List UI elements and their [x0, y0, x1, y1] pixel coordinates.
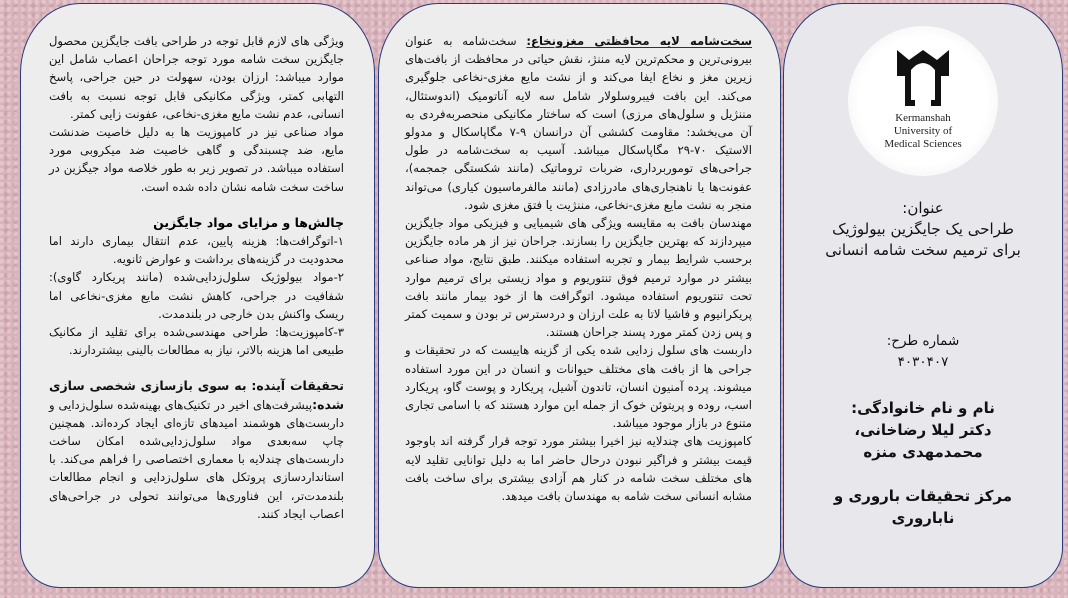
decellularized-paragraph: داربست های سلول زدایی شده یکی از گزینه هاییست که در تحقیقات و جراحی ها از بافت های مختلف حیوانات و انسان در این مورد استفاده میشوند. پرده آمنیون انسان، تاندون آشیل، پریکارد و پوست گاو، پریکارد اسب، روده و پریتوئن خوک از جمله این موارد هستند که با اسامی تجاری متنوع در بازار موجود میباشد.: [405, 343, 752, 431]
title-line: طراحی یک جایگزین بیولوژیک: [832, 220, 1014, 238]
middle-panel: [378, 3, 781, 588]
left-panel: [20, 3, 375, 588]
composites-paragraph: کامپوزیت های چندلایه نیز اخیرا بیشتر مورد توجه قرار گرفته اند باوجود قیمت بیشتر و فراگیر نبودن درحال حاضر اما به دلیل توانایی تقلید لایه های مختلف سخت شامه در کنار هم آزادی بیشتری برای ساخت بافت مشابه انسانی سخت شامه به مهندسان بافت میدهد.: [405, 434, 752, 504]
project-number-label: شماره طرح:: [886, 333, 960, 349]
university-logo: [848, 26, 998, 176]
project-number: ۴۰۳۰۴۰۷: [897, 354, 949, 370]
dura-paragraph: سخت‌شامه به عنوان بیرونی‌ترین و محکم‌ترین لایه مننژ، نقش حیاتی در محافظت از بافت‌های زیرین مغز و نخاع ایفا می‌کند و از نشت مایع مغزی-نخاعی جلوگیری می‌کند. این بافت فیبروسلولار شامل سه لایه آناتومیک (اندوستئال، مننژیل و سلول‌های مرزی) است که ساختار مکانیکی منحصربه‌فردی به آن می‌بخشد: مقاومت کششی آن درانسان ۹-۷ مگاپاسکال و مدولو الاستیک ۷۰-۲۹ مگاپاسکال میباشد. آسیب به سخت‌شامه در طول جراحی‌های توموربرداری، ضربات تروماتیک (مانند شکستگی جمجمه)، عفونت‌ها یا ناهنجاری‌های مادرزادی (مانند مالفرماسیون کیاری) می‌تواند منجر به نشت مایع مغزی-نخاعی، مننژیت یا فتق مغزی شود.: [405, 34, 752, 212]
author-name: دکتر لیلا رضاخانی،: [854, 421, 992, 439]
names-label: نام و نام خانوادگی:: [851, 399, 995, 417]
author-name: محمدمهدی منزه: [863, 443, 983, 461]
cover-panel: [783, 3, 1063, 588]
logo-text: Kermanshah University of Medical Sciences: [884, 112, 962, 150]
title-label: عنوان:: [902, 199, 944, 217]
future-text: پیشرفت‌های اخیر در تکنیک‌های بهینه‌شده سلول‌زدایی و داربست‌های هوشمند امیدهای تازه‌ای ایجاد کرده‌اند. همچنین چاپ سه‌بعدی مواد سلول‌زدایی‌شده امکان ساخت داربست‌های چندلایه با معماری اختصاصی را فراهم می‌کند. با استانداردسازی پروتکل های سلول‌زدایی و انجام مطالعات بلندمدت‌تر، این فناوری‌ها می‌توانند تحولی در جراحی‌های اعصاب ایجاد کنند.: [49, 397, 344, 521]
university-emblem-icon: [893, 46, 953, 108]
requirements-paragraph: ویژگی های لازم قابل توجه در طراحی بافت جایگزین محصول جایگزین سخت شامه مورد توجه جراحان اعصاب شامل این موارد میباشد: ارزان بودن، سهولت در حین جراحی، پاسخ التهابی کمتر، ویژگی مکانیکی قابل توجه نسبت به بافت انسانی، عدم نشت مایع مغزی-نخاعی، عفونت زایی کمتر.: [49, 34, 344, 121]
research-center: ناباروری: [891, 509, 955, 527]
title-line: برای ترمیم سخت شامه انسانی: [825, 241, 1021, 259]
research-center: مرکز تحقیقات باروری و: [833, 487, 1013, 505]
synthetic-materials-paragraph: مواد صناعی نیز در کامپوزیت ها به دلیل خاصیت ضدنشت مایع، ضد چسبندگی و گاهی خاصیت ضد میکروبی مورد استفاده میباشد. در تصویر زیر به طور خلاصه مواد جیگزین در ساخت سخت شامه نشان داده شده است.: [49, 125, 344, 194]
tissue-engineers-paragraph: مهندسان بافت به مقایسه ویژگی های شیمیایی و فیزیکی مواد جایگزین میپردازند که بهترین جایگزین را بسازند. جراحان نیز از هر ماده جایگزین برحسب شرایط بیمار و تجربه استفاده میکنند. طبق نتایج، مواد صناعی بیشتر در موارد ترمیم فوق تنتوریوم و مواد زیستی برای ترمیم موارد تحت تنتوریوم استفاده میشود. اتوگرافت ها از خود بیمار مانند بافت پریکرانیوم و فاشیا لاتا به علت ارزان و دردسترس تر بودن و سمیت کمتر و پس زدن کمتر مورد پسند جراحان هستند.: [405, 216, 752, 340]
challenge-item: ۳-کامپوزیت‌ها: طراحی مهندسی‌شده برای تقلید از مکانیک طبیعی اما هزینه بالاتر، نیاز به مطالعات بالینی بیشتردارند.: [49, 325, 344, 358]
challenge-item: ۲-مواد بیولوژیک سلول‌زدایی‌شده (مانند پریکارد گاوی): شفافیت در جراحی، کاهش نشت مایع مغزی-نخاعی اما ریسک واکنش بدن خارجی در بلندمدت.: [49, 270, 344, 321]
challenges-heading: چالش‌ها و مزایای مواد جایگزین: [153, 214, 344, 230]
dura-heading: سخت‌شامه لایه محافظتی مغزونخاع:: [526, 34, 752, 48]
future-heading: تحقیقات آینده: به سوی بازسازی شخصی سازی شده:: [49, 378, 344, 412]
challenge-item: ۱-اتوگرافت‌ها: هزینه پایین، عدم انتقال بیماری دارند اما محدودیت در گزینه‌های برداشت و عوارض ثانویه.: [49, 234, 344, 267]
